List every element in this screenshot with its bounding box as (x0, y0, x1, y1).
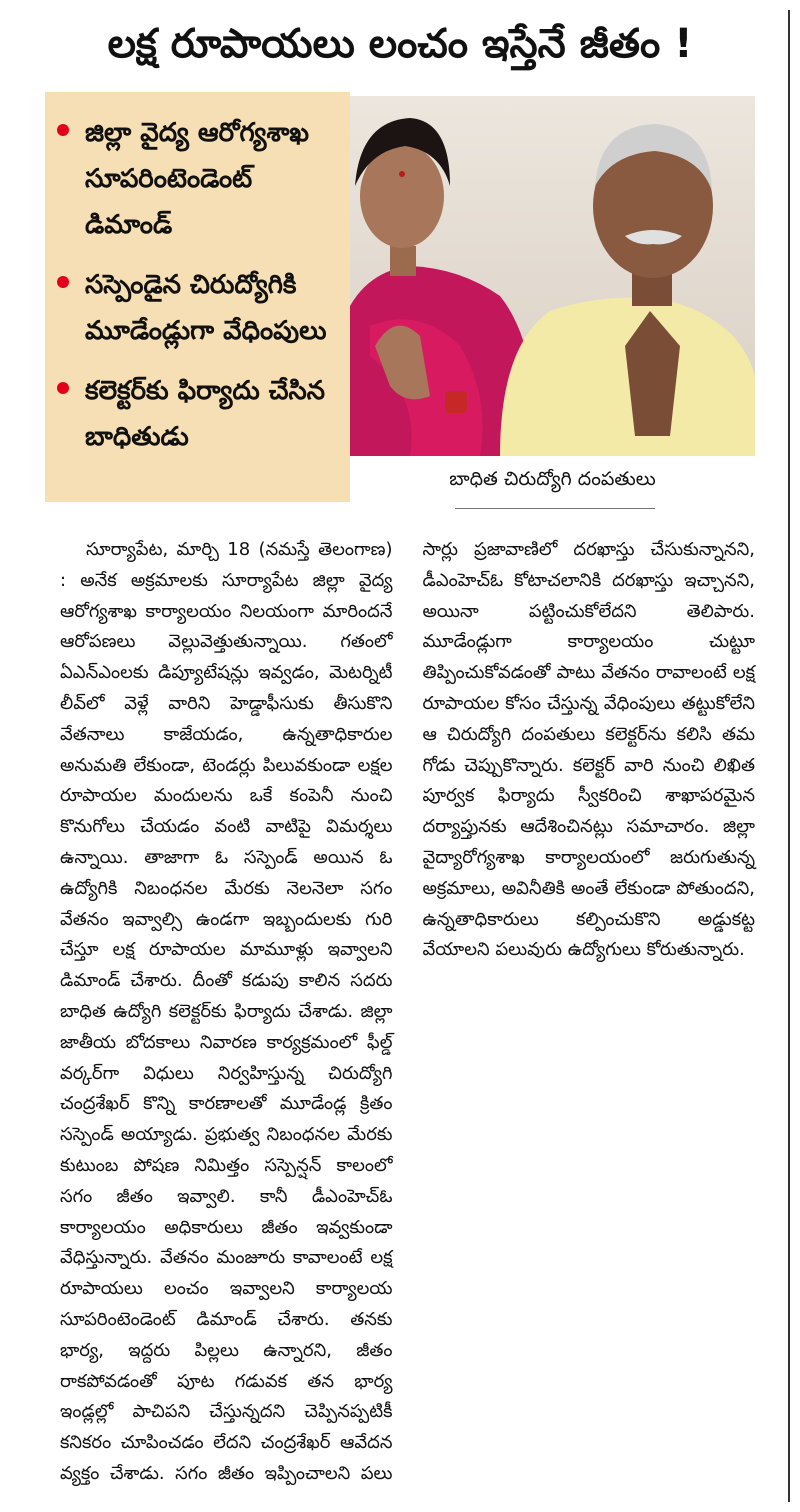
highlights-box (45, 92, 350, 502)
photo-caption: బాధిత చిరుద్యోగి దంపతులు (449, 468, 656, 490)
article-body (60, 535, 755, 1490)
highlight-text: జిల్లా వైద్య ఆరోగ్యశాఖ సూపరింటెండెంట్ డిమాండ్ (85, 118, 310, 240)
highlight-item (57, 368, 340, 460)
highlight-item (57, 262, 340, 354)
couple-photo-illustration (350, 96, 755, 456)
highlight-text: సస్పెండైన చిరుద్యోగికి మూడేండ్లుగా వేధింపులు (85, 270, 327, 346)
caption-divider (455, 508, 655, 509)
highlight-item (57, 110, 340, 248)
couple-photo (350, 96, 755, 456)
bullet-icon (57, 124, 69, 136)
bullet-icon (57, 276, 69, 288)
headline: లక్ష రూపాయలు లంచం ఇస్తేనే జీతం ! (107, 21, 693, 67)
page-border (788, 10, 790, 1502)
bullet-icon (57, 382, 69, 394)
article-text: సూర్యాపేట, మార్చి 18 (నమస్తే తెలంగాణ) : అనేక అక్రమాలకు సూర్యాపేట జిల్లా వైద్య ఆరోగ్యశాఖ కార్యాలయం నిలయంగా మారిందనే ఆరోపణలు వెల్లువెత్తుతున్నాయి. గతంలో ఏఎన్‌ఎంలకు డిప్యూటేషన్లు ఇవ్వడం, మెటర్నిటీ లీవ్‌లో వెళ్లే వారిని హెడ్డాఫీసుకు తీసుకొని వేతనాలు కాజేయడం, ఉన్నతాధికారుల అనుమతి లేకుండా, టెండర్లు పిలువకుండా లక్షల రూపాయల మందులను ఒకే కంపెనీ నుంచి కొనుగోలు చేయడం వంటి వాటిపై విమర్శలు ఉన్నాయి. తాజాగా ఓ సస్పెండ్ అయిన ఓ ఉద్యోగికి నిబంధనల మేరకు నెలనెలా సగం వేతనం ఇవ్వాల్సి ఉండగా ఇబ్బందులకు గురి చేస్తూ లక్ష రూపాయల మామూళ్లు ఇవ్వాలని డిమాండ్ చేశారు. దీంతో కడుపు కాలిన సదరు బాధిత ఉద్యోగి కలెక్టర్‌కు ఫిర్యాదు చేశాడు. జిల్లా జాతీయ బోదకాలు నివారణ కార్యక్రమంలో ఫీల్డ్ వర్కర్‌గా విధులు నిర్వహిస్తున్న చిరుద్యోగి చంద్రశేఖర్ కొన్ని కారణాలతో మూడేండ్ల క్రితం సస్పెండ్ అయ్యాడు. ప్రభుత్వ నిబంధనల మేరకు కుటుంబ పోషణ నిమిత్తం సస్పెన్షన్ కాలంలో సగం జీతం ఇవ్వాలి. కానీ డీఎంహెచ్‌ఓ కార్యాలయం అధికారులు జీతం ఇవ్వకుండా వేధిస్తున్నారు. వేతనం మంజూరు కావాలంటే లక్ష రూపాయలు లంచం ఇవ్వాలని కార్యాలయ సూపరింటెండెంట్ డిమాండ్ చేశారు. తనకు భార్య, ఇద్దరు పిల్లలు ఉన్నారని, జీతం రాకపోవడంతో పూట గడువక తన భార్య ఇండ్లల్లో పాచిపని చేస్తున్నదని చెప్పినప్పటికీ కనికరం చూపించడం లేదని చంద్రశేఖర్ ఆవేదన వ్యక్తం చేశాడు. సగం జీతం ఇప్పించాలని పలు సార్లు ప్రజావాణిలో దరఖాస్తు చేసుకున్నానని, డీఎంహెచ్‌ఓ కోటాచలానికి దరఖాస్తు ఇచ్చానని, అయినా పట్టించుకోలేదని తెలిపారు. మూడేండ్లుగా కార్యాలయం చుట్టూ తిప్పించుకోవడంతో పాటు వేతనం రావాలంటే లక్ష రూపాయల కోసం చేస్తున్న వేధింపులు తట్టుకోలేని ఆ చిరుద్యోగి దంపతులు కలెక్టర్‌ను కలిసి తమ గోడు చెప్పుకొన్నారు. కలెక్టర్ వారి నుంచి లిఖిత పూర్వక ఫిర్యాదు స్వీకరించి శాఖాపరమైన దర్యాప్తునకు ఆదేశించినట్లు సమాచారం. జిల్లా వైద్యారోగ్యశాఖ కార్యాలయంలో జరుగుతున్న అక్రమాలు, అవినీతికి అంతే లేకుండా పోతుందని, ఉన్నతాధికారులు కల్పించుకొని అడ్డుకట్ట వేయాలని పలువురు ఉద్యోగులు కోరుతున్నారు. (60, 539, 755, 1484)
highlight-text: కలెక్టర్‌కు ఫిర్యాదు చేసిన బాధితుడు (85, 376, 326, 452)
